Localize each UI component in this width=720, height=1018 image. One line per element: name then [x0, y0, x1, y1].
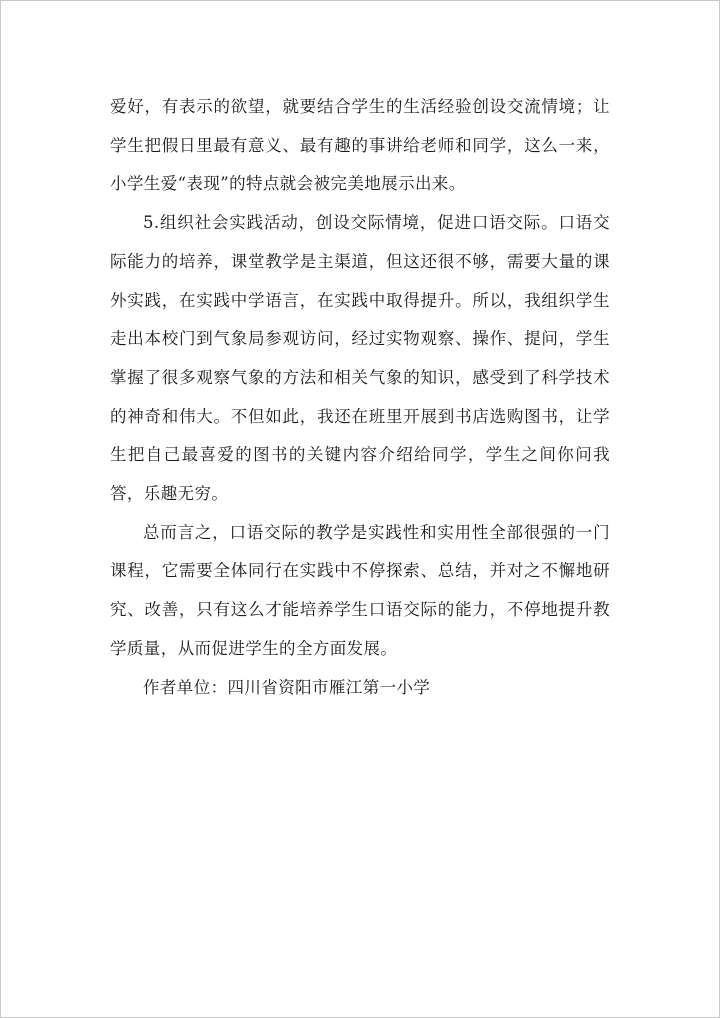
paragraph-conclusion: 总而言之，口语交际的教学是实践性和实用性全部很强的一门课程，它需要全体同行在实践中不停探索、总结，并对之不懈地研究、改善，只有这么才能培养学生口语交际的能力，不停地提升教学质量，从而促进学生的全方面发展。: [110, 522, 610, 658]
author-affiliation: 作者单位：四川省资阳市雁江第一小学: [143, 677, 431, 697]
document-body: [110, 88, 610, 707]
paragraph-practice-activities: 5.组织社会实践活动，创设交际情境，促进口语交际。口语交际能力的培养，课堂教学是主渠道，但这还很不够，需要大量的课外实践，在实践中学语言，在实践中取得提升。所以，我组织学生走出本校门到气象局参观访问，经过实物观察、操作、提问，学生掌握了很多观察气象的方法和相关气象的知识，感受到了科学技术的神奇和伟大。不但如此，我还在班里开展到书店选购图书，让学生把自己最喜爱的图书的关键内容介绍给同学，学生之间你问我答，乐趣无穷。: [110, 213, 610, 504]
paragraph-continuation: 爱好，有表示的欲望，就要结合学生的生活经验创设交流情境；让学生把假日里最有意义、最有趣的事讲给老师和同学，这么一来，小学生爱“表现”的特点就会被完美地展示出来。: [110, 97, 610, 194]
